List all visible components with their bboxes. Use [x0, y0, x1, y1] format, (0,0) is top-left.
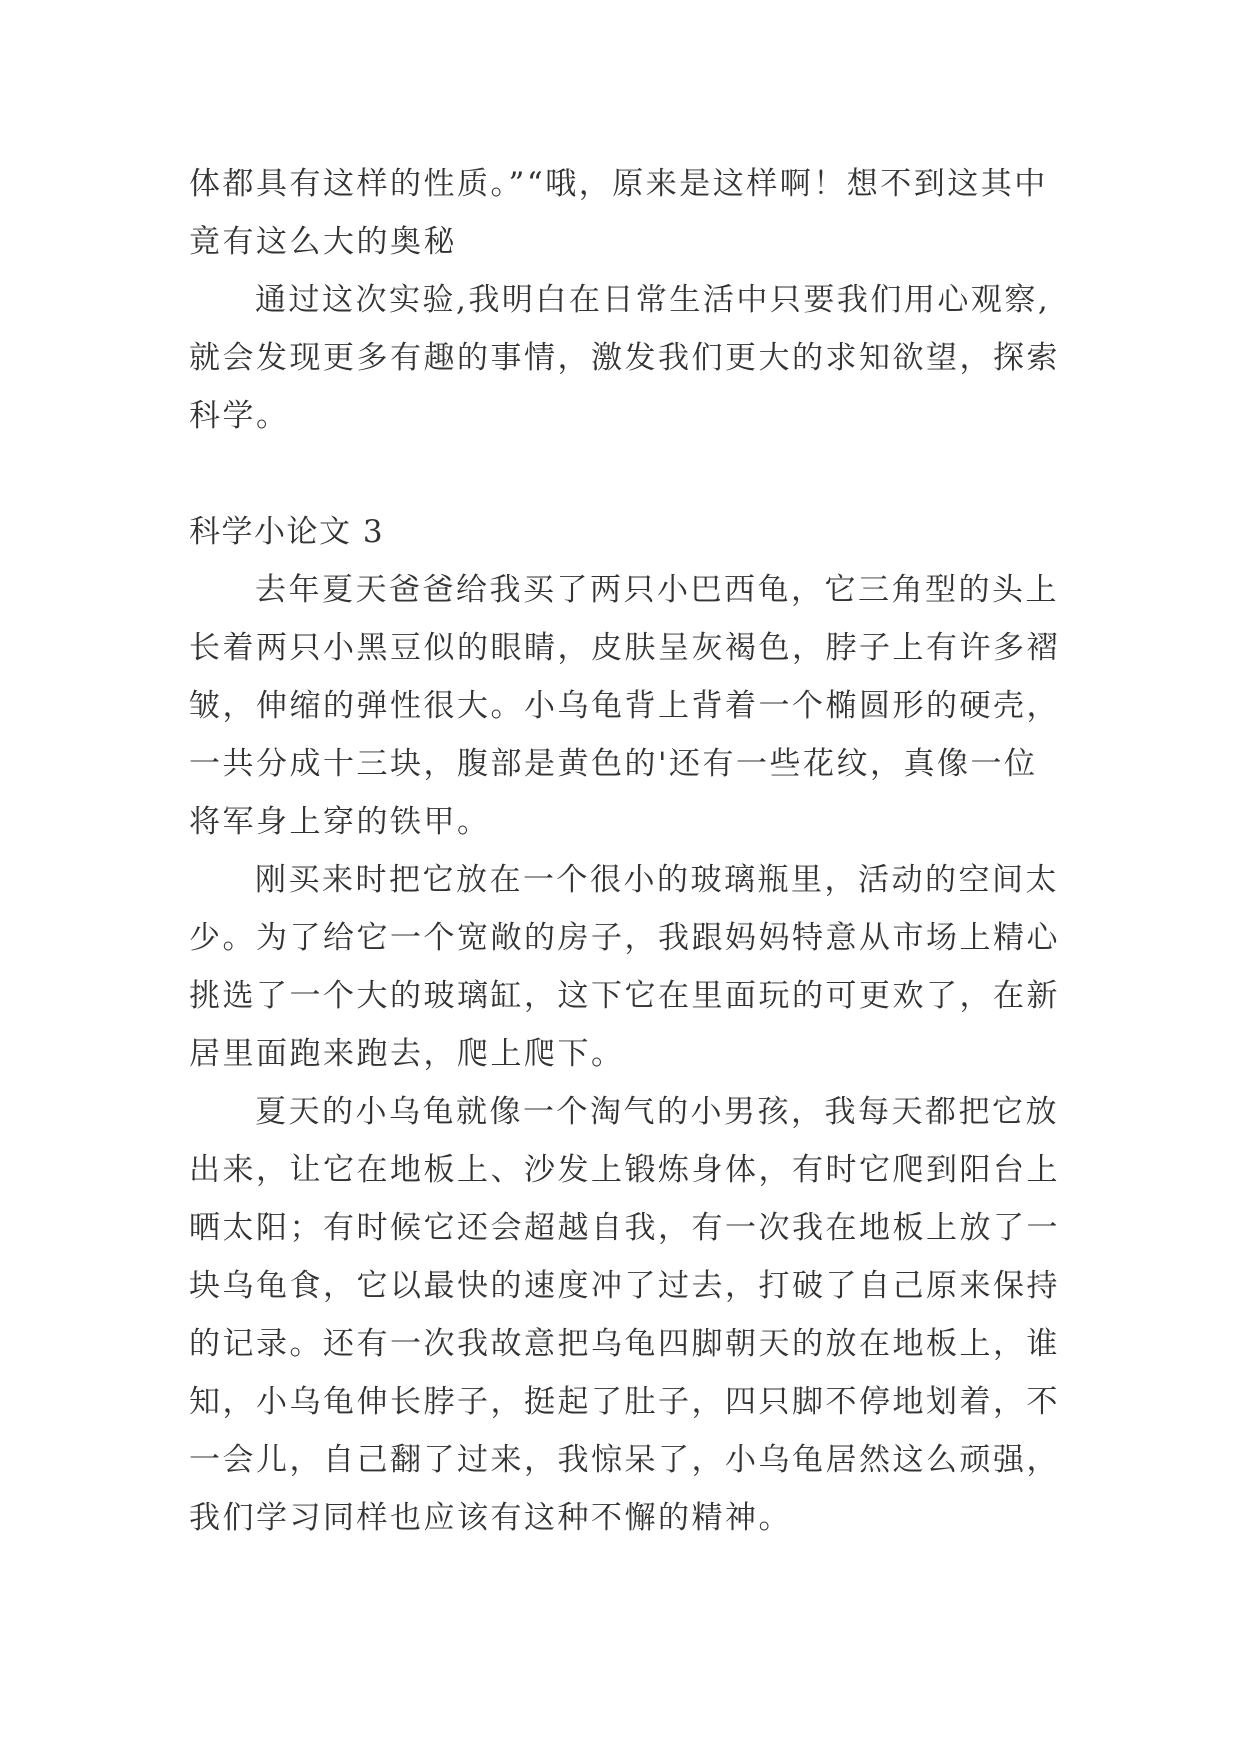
section-heading: 科学小论文 3	[189, 514, 385, 550]
text-line: 皱，伸缩的弹性很大。小乌龟背上背着一个椭圆形的硬壳，	[189, 688, 1060, 724]
text-line: 科学。	[189, 398, 290, 434]
text-line: 就会发现更多有趣的事情，激发我们更大的求知欲望，探索	[189, 340, 1060, 376]
text-line: 一共分成十三块，腹部是黄色的'还有一些花纹，真像一位	[189, 746, 1038, 782]
paragraph-start-line: 通过这次实验,我明白在日常生活中只要我们用心观察,	[255, 282, 1051, 318]
text-line: 少。为了给它一个宽敞的房子，我跟妈妈特意从市场上精心	[189, 920, 1060, 956]
paragraph-start-line: 夏天的小乌龟就像一个淘气的小男孩，我每天都把它放	[255, 1094, 1059, 1130]
text-line: 居里面跑来跑去，爬上爬下。	[189, 1036, 625, 1072]
text-line: 知，小乌龟伸长脖子，挺起了肚子，四只脚不停地划着，不	[189, 1384, 1060, 1420]
text-line: 将军身上穿的铁甲。	[189, 804, 491, 840]
text-line: 长着两只小黑豆似的眼睛，皮肤呈灰褐色，脖子上有许多褶	[189, 630, 1060, 666]
text-line: 出来，让它在地板上、沙发上锻炼身体，有时它爬到阳台上	[189, 1152, 1060, 1188]
paragraph-start-line: 去年夏天爸爸给我买了两只小巴西龟，它三角型的头上	[255, 572, 1059, 608]
text-line: 块乌龟食，它以最快的速度冲了过去，打破了自己原来保持	[189, 1268, 1060, 1304]
text-line: 挑选了一个大的玻璃缸，这下它在里面玩的可更欢了，在新	[189, 978, 1060, 1014]
paragraph-start-line: 刚买来时把它放在一个很小的玻璃瓶里，活动的空间太	[255, 862, 1059, 898]
text-line: 体都具有这样的性质。”“哦，原来是这样啊！想不到这其中	[189, 166, 1048, 202]
text-line: 的记录。还有一次我故意把乌龟四脚朝天的放在地板上，谁	[189, 1326, 1060, 1362]
text-line: 一会儿，自己翻了过来，我惊呆了，小乌龟居然这么顽强，	[189, 1442, 1060, 1478]
text-line: 晒太阳；有时候它还会超越自我，有一次我在地板上放了一	[189, 1210, 1060, 1246]
text-line: 竟有这么大的奥秘	[189, 224, 457, 260]
text-line: 我们学习同样也应该有这种不懈的精神。	[189, 1500, 792, 1536]
